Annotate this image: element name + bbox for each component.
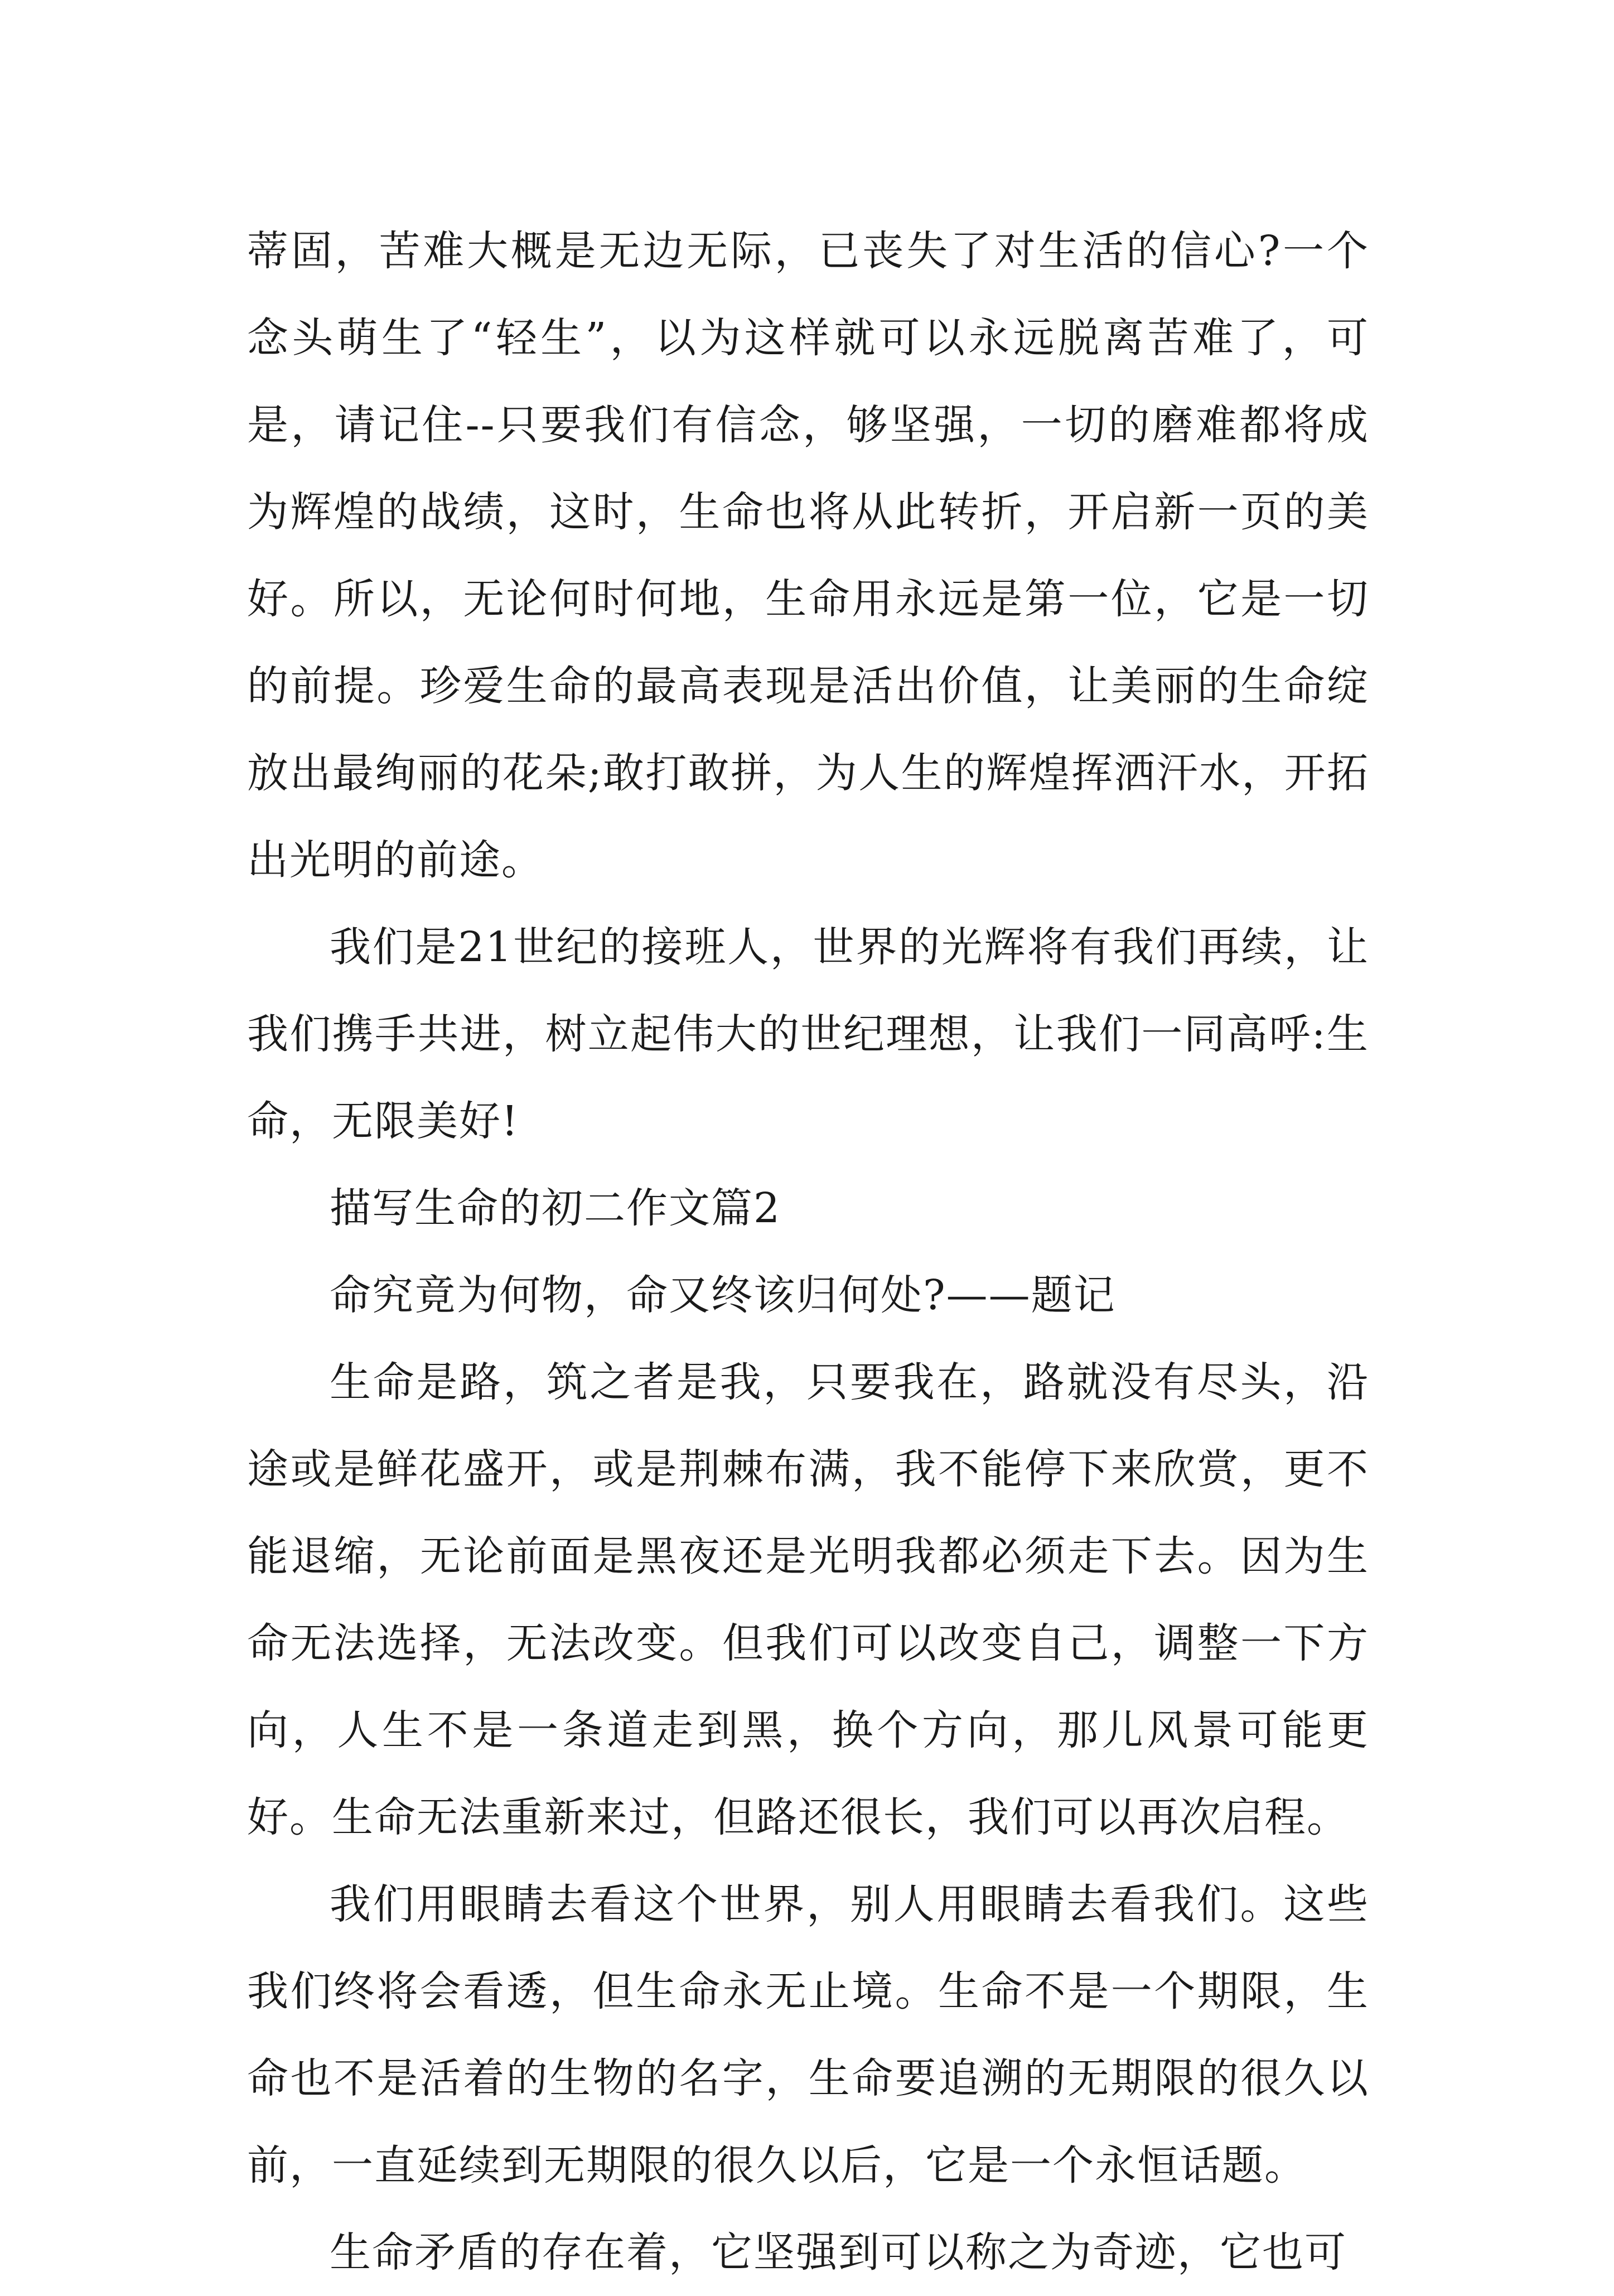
paragraph-5: 生命矛盾的存在着，它坚强到可以称之为奇迹，它也可	[330, 2229, 1347, 2276]
paragraph-2: 我们是21世纪的接班人，世界的光辉将有我们再续，让我们携手共进，树立起伟大的世纪理想，让我们一同高呼:生命，无限美好!	[247, 923, 1369, 1145]
section-heading: 描写生命的初二作文篇2	[330, 1184, 781, 1232]
document-body	[247, 208, 1369, 2296]
epigraph: 命究竟为何物，命又终该归何处?——题记	[330, 1271, 1116, 1319]
paragraph-1: 蒂固，苦难大概是无边无际，已丧失了对生活的信心?一个念头萌生了“轻生”，以为这样就可以永远脱离苦难了，可是，请记住--只要我们有信念，够坚强，一切的磨难都将成为辉煌的战绩，这时，生命也将从此转折，开启新一页的美好。所以，无论何时何地，生命用永远是第一位，它是一切的前提。珍爱生命的最高表现是活出价值，让美丽的生命绽放出最绚丽的花朵;敢打敢拼，为人生的辉煌挥洒汗水，开拓出光明的前途。	[247, 227, 1369, 884]
paragraph-3: 生命是路，筑之者是我，只要我在，路就没有尽头，沿途或是鲜花盛开，或是荆棘布满，我不能停下来欣赏，更不能退缩，无论前面是黑夜还是光明我都必须走下去。因为生命无法选择，无法改变。但我们可以改变自己，调整一下方向，人生不是一条道走到黑，换个方向，那儿风景可能更好。生命无法重新来过，但路还很长，我们可以再次启程。	[247, 1358, 1369, 1841]
paragraph-4: 我们用眼睛去看这个世界，别人用眼睛去看我们。这些我们终将会看透，但生命永无止境。生命不是一个期限，生命也不是活着的生物的名字，生命要追溯的无期限的很久以前，一直延续到无期限的很久以后，它是一个永恒话题。	[247, 1880, 1369, 2189]
